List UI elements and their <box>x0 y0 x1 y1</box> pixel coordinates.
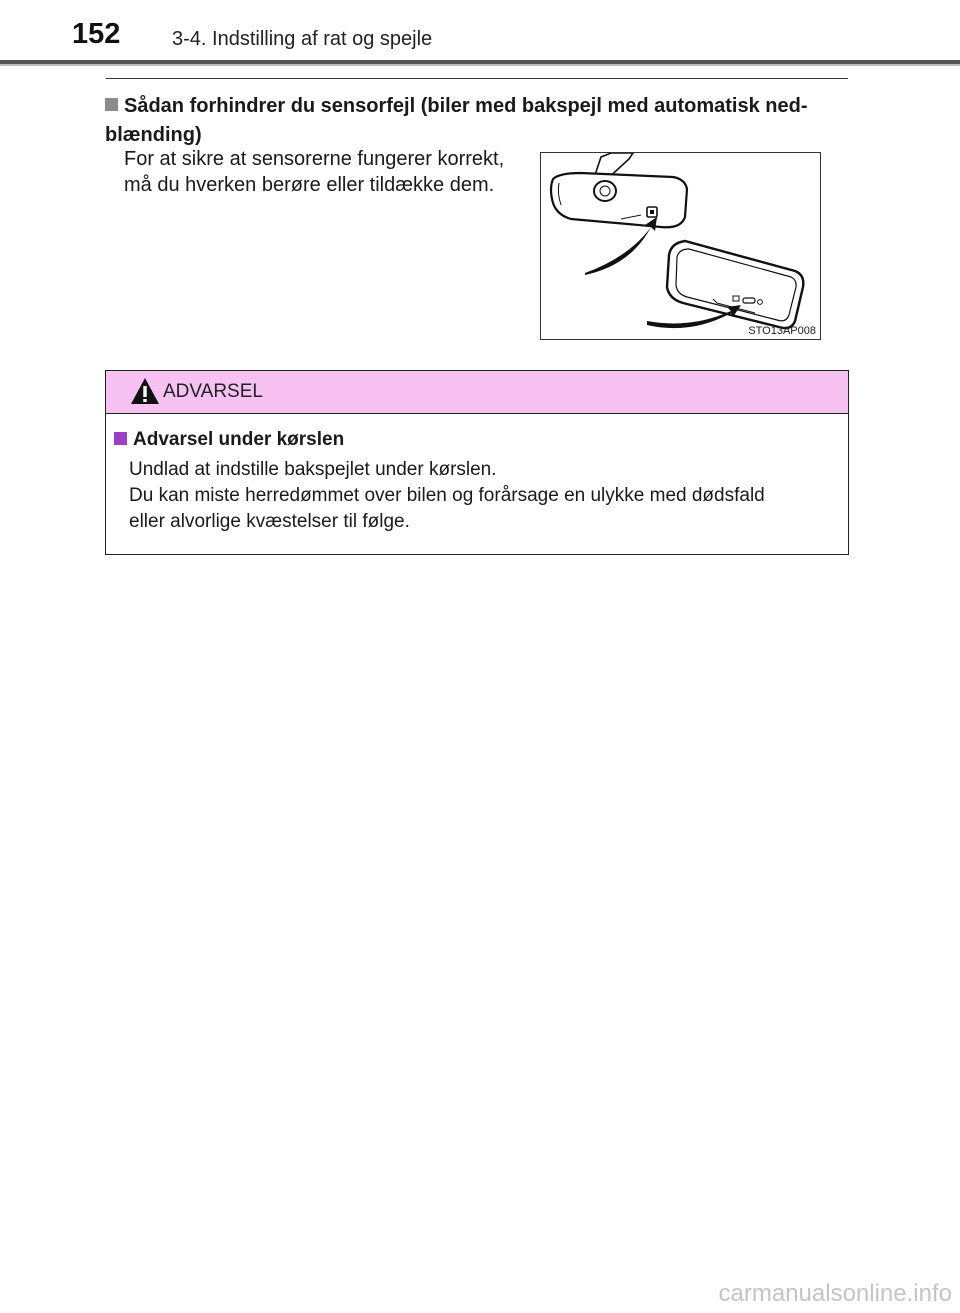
warning-label: ADVARSEL <box>163 381 263 402</box>
content-divider <box>106 78 848 79</box>
warning-subheading-text: Advarsel under kørslen <box>133 429 345 450</box>
section-title: 3-4. Indstilling af rat og spejle <box>172 28 433 50</box>
warning-line: eller alvorlige kvæstelser til følge. <box>129 511 410 532</box>
warning-subheading <box>114 429 344 451</box>
heading-bullet-icon <box>105 98 118 111</box>
warning-box <box>105 370 849 555</box>
body-line: For at sikre at sensorerne fungerer korrekt, <box>124 148 505 170</box>
watermark: carmanualsonline.info <box>718 1280 952 1307</box>
heading-text: Sådan forhindrer du sensorfejl (biler med bakspejl med automatisk ned-blænding) <box>105 95 808 146</box>
warning-body <box>129 457 843 535</box>
warning-line: Du kan miste herredømmet over bilen og forårsage en ulykke med dødsfald <box>129 485 765 506</box>
header-rule-shadow <box>0 64 960 66</box>
page-number: 152 <box>72 18 121 50</box>
section-heading <box>105 92 849 150</box>
warning-line: Undlad at indstille bakspejlet under kørslen. <box>129 459 497 480</box>
warning-header <box>106 371 848 414</box>
body-line: må du hverken berøre eller tildække dem. <box>124 174 495 196</box>
mirror-sensor-illustration <box>540 152 821 340</box>
body-paragraph <box>124 146 524 198</box>
warning-triangle-icon <box>130 376 160 406</box>
warning-bullet-icon <box>114 432 127 445</box>
figure-code: STO13AP008 <box>748 325 816 337</box>
rear-view-mirror-icon <box>541 153 822 341</box>
